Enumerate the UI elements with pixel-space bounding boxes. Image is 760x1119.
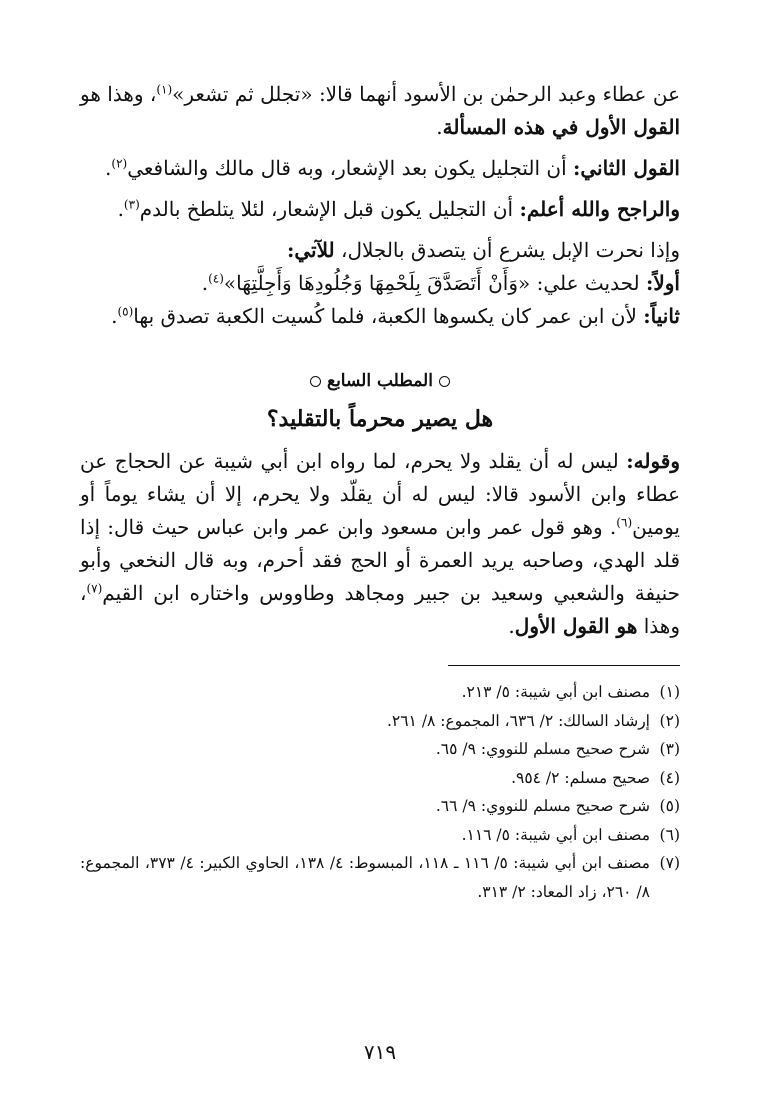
section-title: هل يصير محرماً بالتقليد؟ — [266, 406, 494, 432]
footnote-ref[interactable]: (٤) — [208, 271, 224, 286]
section-label — [80, 367, 680, 395]
footnote-number: (٥) — [659, 797, 680, 815]
bold-heading: ثانياً: — [643, 304, 680, 328]
punctuation: . — [117, 197, 124, 221]
document-page — [80, 78, 680, 1119]
footnote-item — [80, 707, 680, 736]
paragraph-2 — [80, 152, 680, 185]
paragraph-text: ، وهذا — [80, 581, 680, 638]
circle-ornament-icon — [310, 376, 321, 387]
footnote-number: (٦) — [659, 825, 680, 844]
bold-heading: وقوله: — [626, 449, 680, 473]
paragraph-3 — [80, 193, 680, 226]
paragraph-text: لأن ابن عمر كان يكسوها الكعبة، فلما كُسيت الكعبة تصدق بها — [133, 304, 644, 328]
paragraph-main — [80, 445, 680, 643]
punctuation: . — [111, 304, 118, 328]
bold-phrase: للآتي: — [286, 238, 335, 262]
footnote-number: (٤) — [659, 768, 680, 787]
footnote-text: شرح صحيح مسلم للنووي: ٩/ ٦٦. — [435, 797, 650, 815]
footnote-divider — [448, 665, 680, 666]
paragraph-text: . وهو قول عمر وابن مسعود وابن عمر وابن عباس حيث قال: إذا قلد الهدي، وصاحبه يريد العمرة أو الحج فقد أحرم، وبه قال النخعي وأبو حنيفة والشعبي وسعيد بن جبير ومجاهد وطاووس واختاره ابن القيم — [80, 515, 680, 605]
footnote-item — [80, 678, 680, 707]
footnote-number: (١) — [659, 683, 680, 701]
footnote-text: شرح صحيح مسلم للنووي: ٩/ ٦٥. — [435, 740, 650, 758]
paragraph-text: أن التجليل يكون بعد الإشعار، وبه قال مالك والشافعي — [127, 156, 573, 180]
paragraph-5 — [80, 267, 680, 300]
footnote-ref[interactable]: (٢) — [111, 156, 128, 171]
footnote-item — [80, 764, 680, 793]
bold-phrase: القول الأول في هذه المسألة — [442, 115, 680, 139]
footnote-ref[interactable]: (٣) — [123, 197, 140, 212]
footnote-item — [80, 849, 680, 906]
footnote-ref[interactable]: (١) — [156, 82, 173, 97]
footnote-number: (٢) — [659, 711, 680, 730]
circle-ornament-icon — [439, 376, 450, 387]
footnote-text: مصنف ابن أبي شيبة: ٥/ ٢١٣. — [461, 683, 650, 701]
footnote-item — [80, 821, 680, 850]
footnote-number: (٧) — [659, 854, 680, 872]
footnote-ref[interactable]: (٧) — [86, 581, 103, 596]
paragraph-text: لحديث علي: «وَأَنْ أَتَصَدَّقَ بِلَحْمِهَا وَجُلُودِهَا وَأَجِلَّتِهَا» — [223, 271, 646, 295]
footnote-text: صحيح مسلم: ٢/ ٩٥٤. — [511, 768, 650, 787]
bold-phrase: هو القول الأول — [514, 614, 638, 638]
footnote-ref[interactable]: (٥) — [117, 304, 134, 319]
footnote-ref[interactable]: (٦) — [616, 515, 633, 530]
punctuation: . — [105, 156, 112, 180]
paragraph-text: ، وهذا هو — [80, 82, 157, 106]
footnote-text: مصنف ابن أبي شيبة: ٥/ ١١٦ ـ ١١٨، المبسوط: ٤/ ١٣٨، الحاوي الكبير: ٤/ ٣٧٣، المجموع: ٨/ ٢٦٠، زاد المعاد: ٢/ ٣١٣. — [80, 854, 650, 901]
paragraph-text: وإذا نحرت الإبل يشرع أن يتصدق بالجلال، — [334, 238, 680, 262]
footnote-text: إرشاد السالك: ٢/ ٦٣٦، المجموع: ٨/ ٢٦١. — [386, 711, 650, 730]
punctuation: . — [201, 271, 209, 295]
bold-heading: أولاً: — [645, 271, 680, 295]
page-number: ٧١٩ — [363, 1040, 397, 1064]
paragraph-text: عن عطاء وعبد الرحمٰن بن الأسود أنهما قالا: «تجلل ثم تشعر» — [172, 82, 680, 106]
paragraph-4 — [80, 234, 680, 267]
paragraph-1 — [80, 78, 680, 144]
paragraph-6 — [80, 300, 680, 333]
footnote-item — [80, 735, 680, 764]
paragraph-text: ليس له أن يقلد ولا يحرم، لما رواه ابن أبي شيبة عن الحجاج عن عطاء وابن الأسود قالا: ليس له أن يقلّد ولا يحرم، إلا أن يشاء يوماً أو يومين — [80, 449, 680, 539]
bold-heading: والراجح والله أعلم: — [519, 197, 680, 221]
footnote-text: مصنف ابن أبي شيبة: ٥/ ١١٦. — [461, 825, 650, 844]
punctuation: . — [436, 115, 443, 139]
section-label-text: المطلب السابع — [327, 371, 433, 391]
punctuation: . — [508, 614, 515, 638]
paragraph-text: أن التجليل يكون قبل الإشعار، لئلا يتلطخ بالدم — [139, 197, 520, 221]
footnote-number: (٣) — [659, 740, 680, 758]
footnote-item — [80, 792, 680, 821]
bold-heading: القول الثاني: — [573, 156, 680, 180]
footnotes — [80, 678, 680, 906]
